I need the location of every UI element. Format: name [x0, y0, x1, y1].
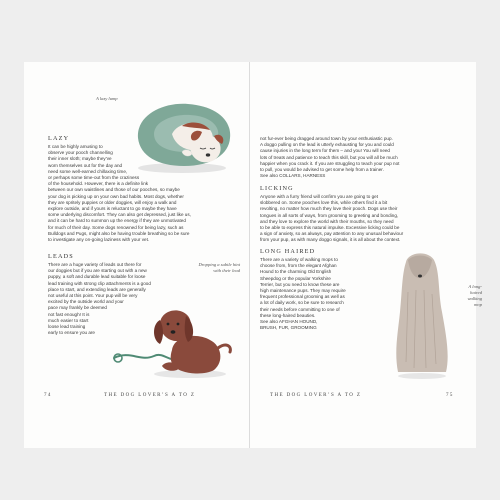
folio-number-right: 75 — [446, 393, 454, 398]
leads-continued-line: not fur-ever being dragged around town by your enthusiastic pup. — [260, 136, 393, 141]
lazy-text-line: some underlying discomfort. They can also get depressed, just like us, — [48, 212, 191, 218]
see-also-afghan: See also AFGHAN HOUND, — [260, 319, 318, 324]
lazy-text-line: or perhaps some time-out from the craziness — [48, 175, 140, 181]
licking-text-line: revolting, no matter how much they love their pooch. Dogs use their — [260, 206, 398, 212]
long-haired-text-line: these long-haired beauties. — [260, 312, 316, 318]
leads-text-line: early to ensure you are — [48, 330, 95, 336]
puppy-nose — [171, 330, 176, 334]
heading-long-haired: LONG HAIRED — [260, 248, 316, 255]
lazy-text-line: It can be highly amusing to — [48, 144, 103, 149]
lazy-text-line: explore outside, and if yours is reluctant to go maybe they have — [48, 206, 177, 212]
caption-walking-mop — [448, 284, 482, 308]
caption-lead-line: Dropping a subtle hint — [198, 262, 240, 267]
caption-mop-line: A long- — [468, 284, 482, 289]
licking-text-line: a sign of anxiety, so as always, pay attention to any unusual behaviour — [260, 231, 404, 237]
see-also-collars: See also COLLARS, HARNESS — [260, 173, 326, 178]
licking-body-text — [260, 194, 470, 244]
long-haired-body-text — [260, 257, 390, 319]
licking-text-line: slobbered on. Some pooches love this, while others find it a bit — [260, 200, 388, 206]
see-also-grooming: BRUSH, FUR, GROOMING — [260, 325, 317, 330]
lazy-body-text — [48, 144, 248, 243]
leads-continued-line: to pull, you would be advised to get some help from a trainer. — [260, 167, 384, 173]
caption-lead-line: with their lead — [213, 268, 240, 273]
long-haired-text-line: Sheepdog or the popular Yorkshire — [260, 275, 331, 281]
long-haired-text-line: There are a variety of walking mops to — [260, 257, 338, 262]
long-haired-text-line: their needs before committing to one of — [260, 306, 340, 312]
lazy-text-line: need some well-earned chillaxing time, — [48, 168, 128, 174]
leads-continued-line: happier when you crack it. If you are struggling to teach your pup not — [260, 160, 400, 166]
heading-licking: LICKING — [260, 185, 294, 192]
long-haired-text-line: high maintenance pups. They may require — [260, 288, 346, 294]
leads-text-line: much easier to start — [48, 317, 89, 323]
long-haired-text-line: Hound to the charming Old English — [260, 269, 332, 275]
leads-continued-line: lots of treats and patience to teach this skill, but you will all be much — [260, 154, 398, 160]
licking-text-line: and they love to explore the world with their mouths, so they need — [260, 218, 394, 224]
leads-text-line: not useful at this point. Your pup will be very — [48, 293, 138, 299]
lazy-text-line: for much of their day. Some dogs renowned for being lazy, such as — [48, 224, 184, 230]
lazy-text-line: their inner sloth; maybe they’ve — [48, 156, 112, 162]
licking-text-line: from your pup, as with many doggo signals, it is all about the context. — [260, 237, 401, 243]
long-haired-text-line: a lot of daily work, so be sure to research — [260, 300, 344, 306]
leads-text-line: puppy, a soft and durable lead suitable for loose — [48, 274, 146, 280]
running-title-left: THE DOG LOVER’S A TO Z — [104, 393, 196, 398]
long-haired-text-line: Terrier, but you need to know these are — [260, 281, 340, 287]
leads-text-line: pace may frankly be deemed — [48, 305, 107, 311]
leads-continued-text — [260, 136, 460, 173]
leads-continued-line: A doggo pulling on the lead is utterly exhausting for you and could — [260, 142, 394, 148]
leads-text-line: lead training with strong clip attachments is a good — [48, 280, 151, 286]
afghan-shadow — [398, 373, 446, 379]
folio-number-left: 74 — [44, 393, 52, 398]
puppy-with-lead-illustration — [110, 300, 240, 385]
running-title-right: THE DOG LOVER’S A TO Z — [270, 393, 362, 398]
lazy-text-line: to investigate any on-going laziness with your vet. — [48, 237, 150, 243]
lazy-text-line: they are spritely puppies or older doggies, will enjoy a walk and — [48, 199, 177, 205]
afghan-nose — [418, 275, 422, 278]
puppy-eye — [167, 323, 170, 326]
lazy-text-line: Bulldogs and Pugs, might also be having trouble breathing so be sure — [48, 230, 190, 236]
puppy-eye-right — [177, 323, 180, 326]
leads-text-line: place to start, and extending leads are generally — [48, 286, 146, 292]
long-haired-text-line: choose from, from the elegant Afghan — [260, 263, 337, 269]
lazy-text-line: your dog is picking up on your own bad habits. Most dogs, whether — [48, 193, 184, 199]
lazy-text-line: of the household. However, there is a definite link — [48, 181, 149, 187]
puppy-tail — [218, 345, 230, 352]
leads-text-line: excited by the outside world and your — [48, 299, 124, 305]
lazy-text-line: observe your pooch channelling — [48, 150, 113, 156]
caption-lead-hint — [170, 262, 240, 274]
heading-lazy: LAZY — [48, 135, 70, 142]
caption-mop-line: walking — [467, 296, 482, 301]
lead-rope — [114, 355, 176, 360]
licking-text-line: to be able to express this natural impulse. Excessive licking could be — [260, 225, 400, 231]
lazy-text-line: and it can be hard to summon up the energy if they are unmotivated — [48, 218, 186, 224]
leads-continued-line: cause injuries in the long term for them – and you! You will need — [260, 148, 390, 154]
page-gutter — [249, 62, 250, 448]
long-haired-text-line: frequent professional grooming as well as — [260, 294, 345, 300]
licking-text-line: tongues in all sorts of ways, from grooming to greeting and bonding, — [260, 212, 399, 218]
heading-leads: LEADS — [48, 253, 74, 260]
caption-lazy-lump: A lazy lump — [96, 96, 118, 101]
leads-text-line: our doggies but if you are starting out with a new — [48, 268, 147, 274]
leads-text-line: loose lead training — [48, 324, 86, 330]
leads-text-line: There are a huge variety of leads out there for — [48, 262, 142, 267]
caption-mop-line: mop — [474, 302, 482, 307]
licking-text-line: Anyone with a furry friend will confirm you are going to get — [260, 194, 378, 199]
leads-text-line: not fast enough! It is — [48, 311, 90, 317]
afghan-hound-illustration — [388, 252, 458, 380]
lazy-text-line: between our own waistlines and those of our pooches, so maybe — [48, 187, 180, 193]
lazy-text-line: worn themselves out for the day and — [48, 162, 123, 168]
caption-mop-line: haired — [470, 290, 482, 295]
